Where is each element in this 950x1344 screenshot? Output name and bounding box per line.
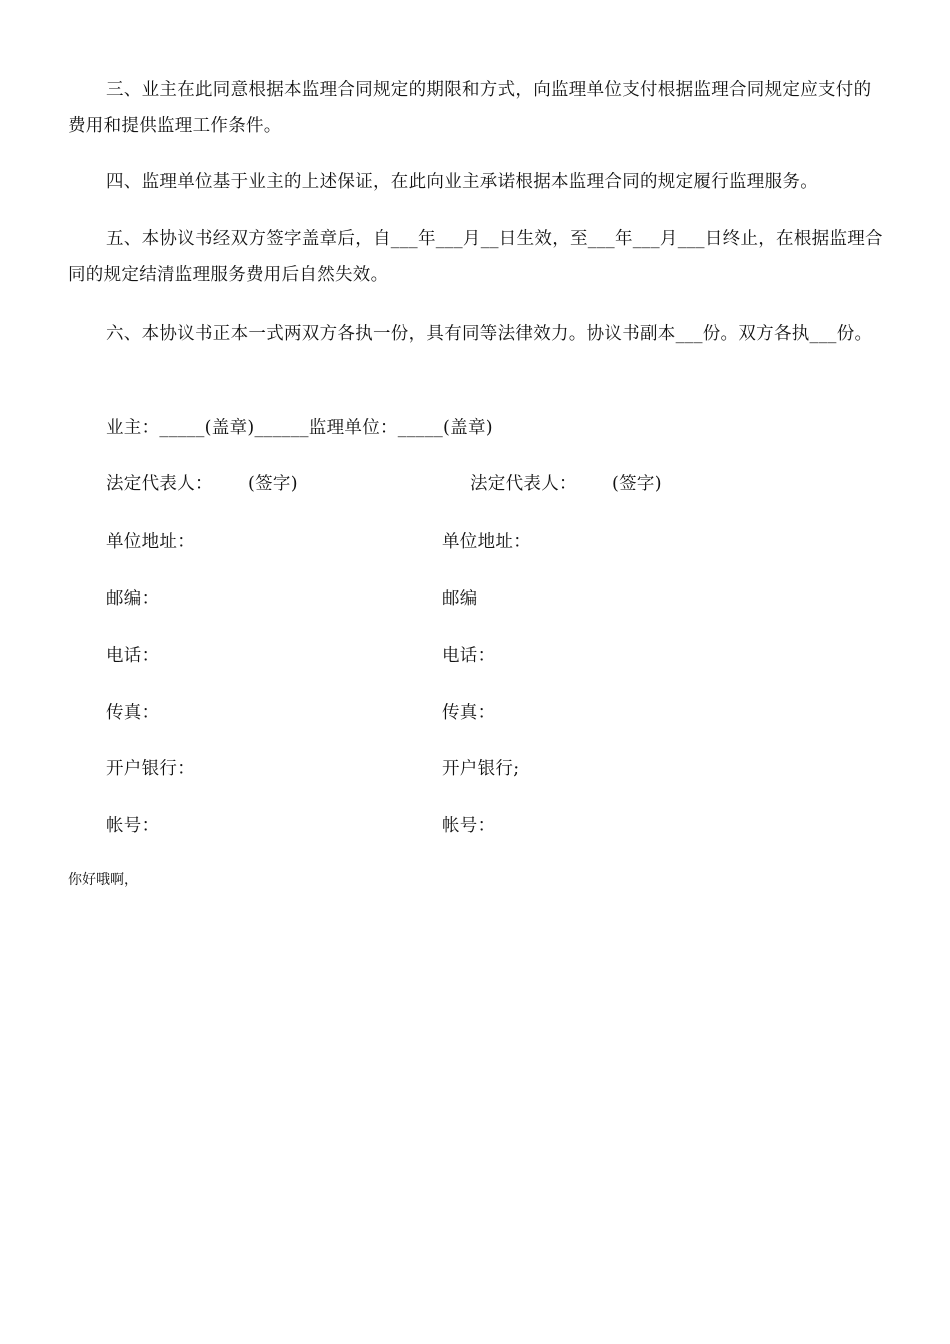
supervisor-fax-label: 传真：: [442, 703, 496, 723]
supervisor-postcode-label: 邮编: [442, 589, 478, 609]
supervisor-phone-label: 电话：: [442, 646, 496, 666]
supervisor-account-label: 帐号：: [442, 816, 496, 836]
supervisor-legal-representative: 法定代表人： (签字): [470, 474, 662, 494]
owner-fax-label: 传真：: [106, 703, 160, 723]
owner-address-label: 单位地址：: [106, 532, 195, 552]
owner-legal-representative: 法定代表人： (签字): [106, 474, 298, 494]
supervisor-bank-label: 开户银行;: [442, 759, 520, 779]
clause-three: 三、业主在此同意根据本监理合同规定的期限和方式，向监理单位支付根据监理合同规定应支付的费用和提供监理工作条件。: [68, 80, 872, 136]
parties-line: 业主：_____(盖章)______监理单位：_____(盖章): [106, 418, 493, 438]
supervisor-address-label: 单位地址：: [442, 532, 531, 552]
owner-postcode-label: 邮编：: [106, 589, 160, 609]
owner-phone-label: 电话：: [106, 646, 160, 666]
clause-five: 五、本协议书经双方签字盖章后，自___年___月__日生效，至___年___月___日终止，在根据监理合同的规定结清监理服务费用后自然失效。: [68, 229, 883, 285]
owner-account-label: 帐号：: [106, 816, 160, 836]
clause-six: 六、本协议书正本一式两双方各执一份，具有同等法律效力。协议书副本___份。双方各执___份。: [106, 324, 873, 344]
owner-bank-label: 开户银行：: [106, 759, 195, 779]
clause-four: 四、监理单位基于业主的上述保证，在此向业主承诺根据本监理合同的规定履行监理服务。: [106, 172, 818, 192]
footer-note: 你好哦啊，: [68, 872, 138, 888]
